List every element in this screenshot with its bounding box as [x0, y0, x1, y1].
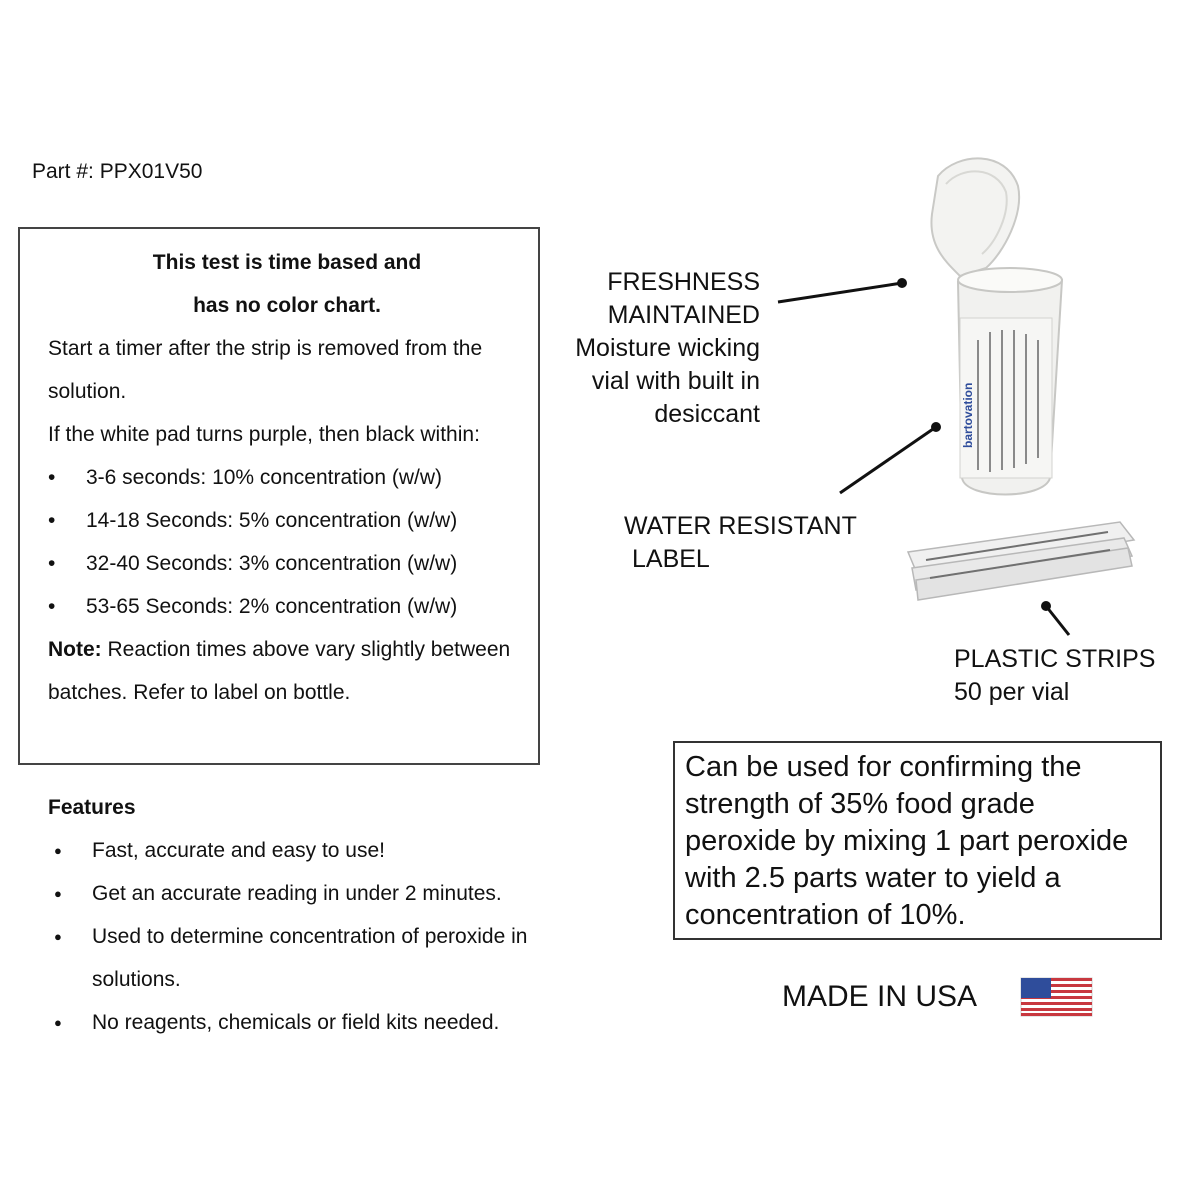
instruction-white-pad: If the white pad turns purple, then black within:: [48, 423, 480, 446]
list-item: ● Get an accurate reading in under 2 minutes.: [48, 872, 608, 915]
callout-line: 50 per vial: [954, 678, 1070, 706]
part-number: Part #: PPX01V50: [32, 160, 203, 183]
plastic-strips-callout: [954, 643, 1155, 709]
freshness-callout: [460, 266, 760, 431]
list-item: • 32-40 Seconds: 3% concentration (w/w): [48, 542, 516, 585]
test-strips: [908, 522, 1134, 600]
list-item: • 53-65 Seconds: 2% concentration (w/w): [48, 585, 516, 628]
vial-body: [958, 268, 1062, 495]
us-flag-icon: [1021, 978, 1092, 1016]
callout-line: desiccant: [654, 400, 760, 428]
box-heading-line-1: This test is time based and: [152, 251, 422, 274]
note-label: Note:: [48, 638, 102, 661]
vial-lid: [931, 158, 1019, 276]
callout-line: FRESHNESS: [607, 268, 760, 296]
water-resistant-callout: [624, 510, 857, 576]
callout-line: Moisture wicking: [575, 334, 760, 362]
vial-brand-text: bartovation: [961, 382, 975, 448]
made-in-usa-text: MADE IN USA: [782, 980, 978, 1013]
callout-line: PLASTIC STRIPS: [954, 645, 1156, 673]
callout-line: MAINTAINED: [607, 301, 760, 329]
callout-line: vial with built in: [591, 367, 760, 395]
usage-info-box: Can be used for confirming the strength of 35% food grade peroxide by mixing 1 part peroxide with 2.5 parts water to yield a concentration of 10%.: [673, 741, 1162, 940]
pointer-water-label: [840, 422, 941, 493]
pointer-strips: [1041, 601, 1069, 635]
instruction-start-timer: Start a timer after the strip is removed from the solution.: [48, 337, 483, 403]
list-item: • 14-18 Seconds: 5% concentration (w/w): [48, 499, 516, 542]
features-title: Features: [48, 796, 136, 819]
pointer-freshness: [778, 278, 907, 302]
list-item: • 3-6 seconds: 10% concentration (w/w): [48, 456, 516, 499]
list-item: ● No reagents, chemicals or field kits needed.: [48, 1001, 608, 1044]
list-item: ● Used to determine concentration of peroxide in solutions.: [48, 915, 608, 1001]
callout-line: WATER RESISTANT: [624, 512, 857, 540]
callout-line: LABEL: [632, 545, 710, 573]
box-heading-line-2: has no color chart.: [193, 294, 381, 317]
note-text: Reaction times above vary slightly between batches. Refer to label on bottle.: [48, 638, 511, 704]
list-item: ● Fast, accurate and easy to use!: [48, 829, 608, 872]
